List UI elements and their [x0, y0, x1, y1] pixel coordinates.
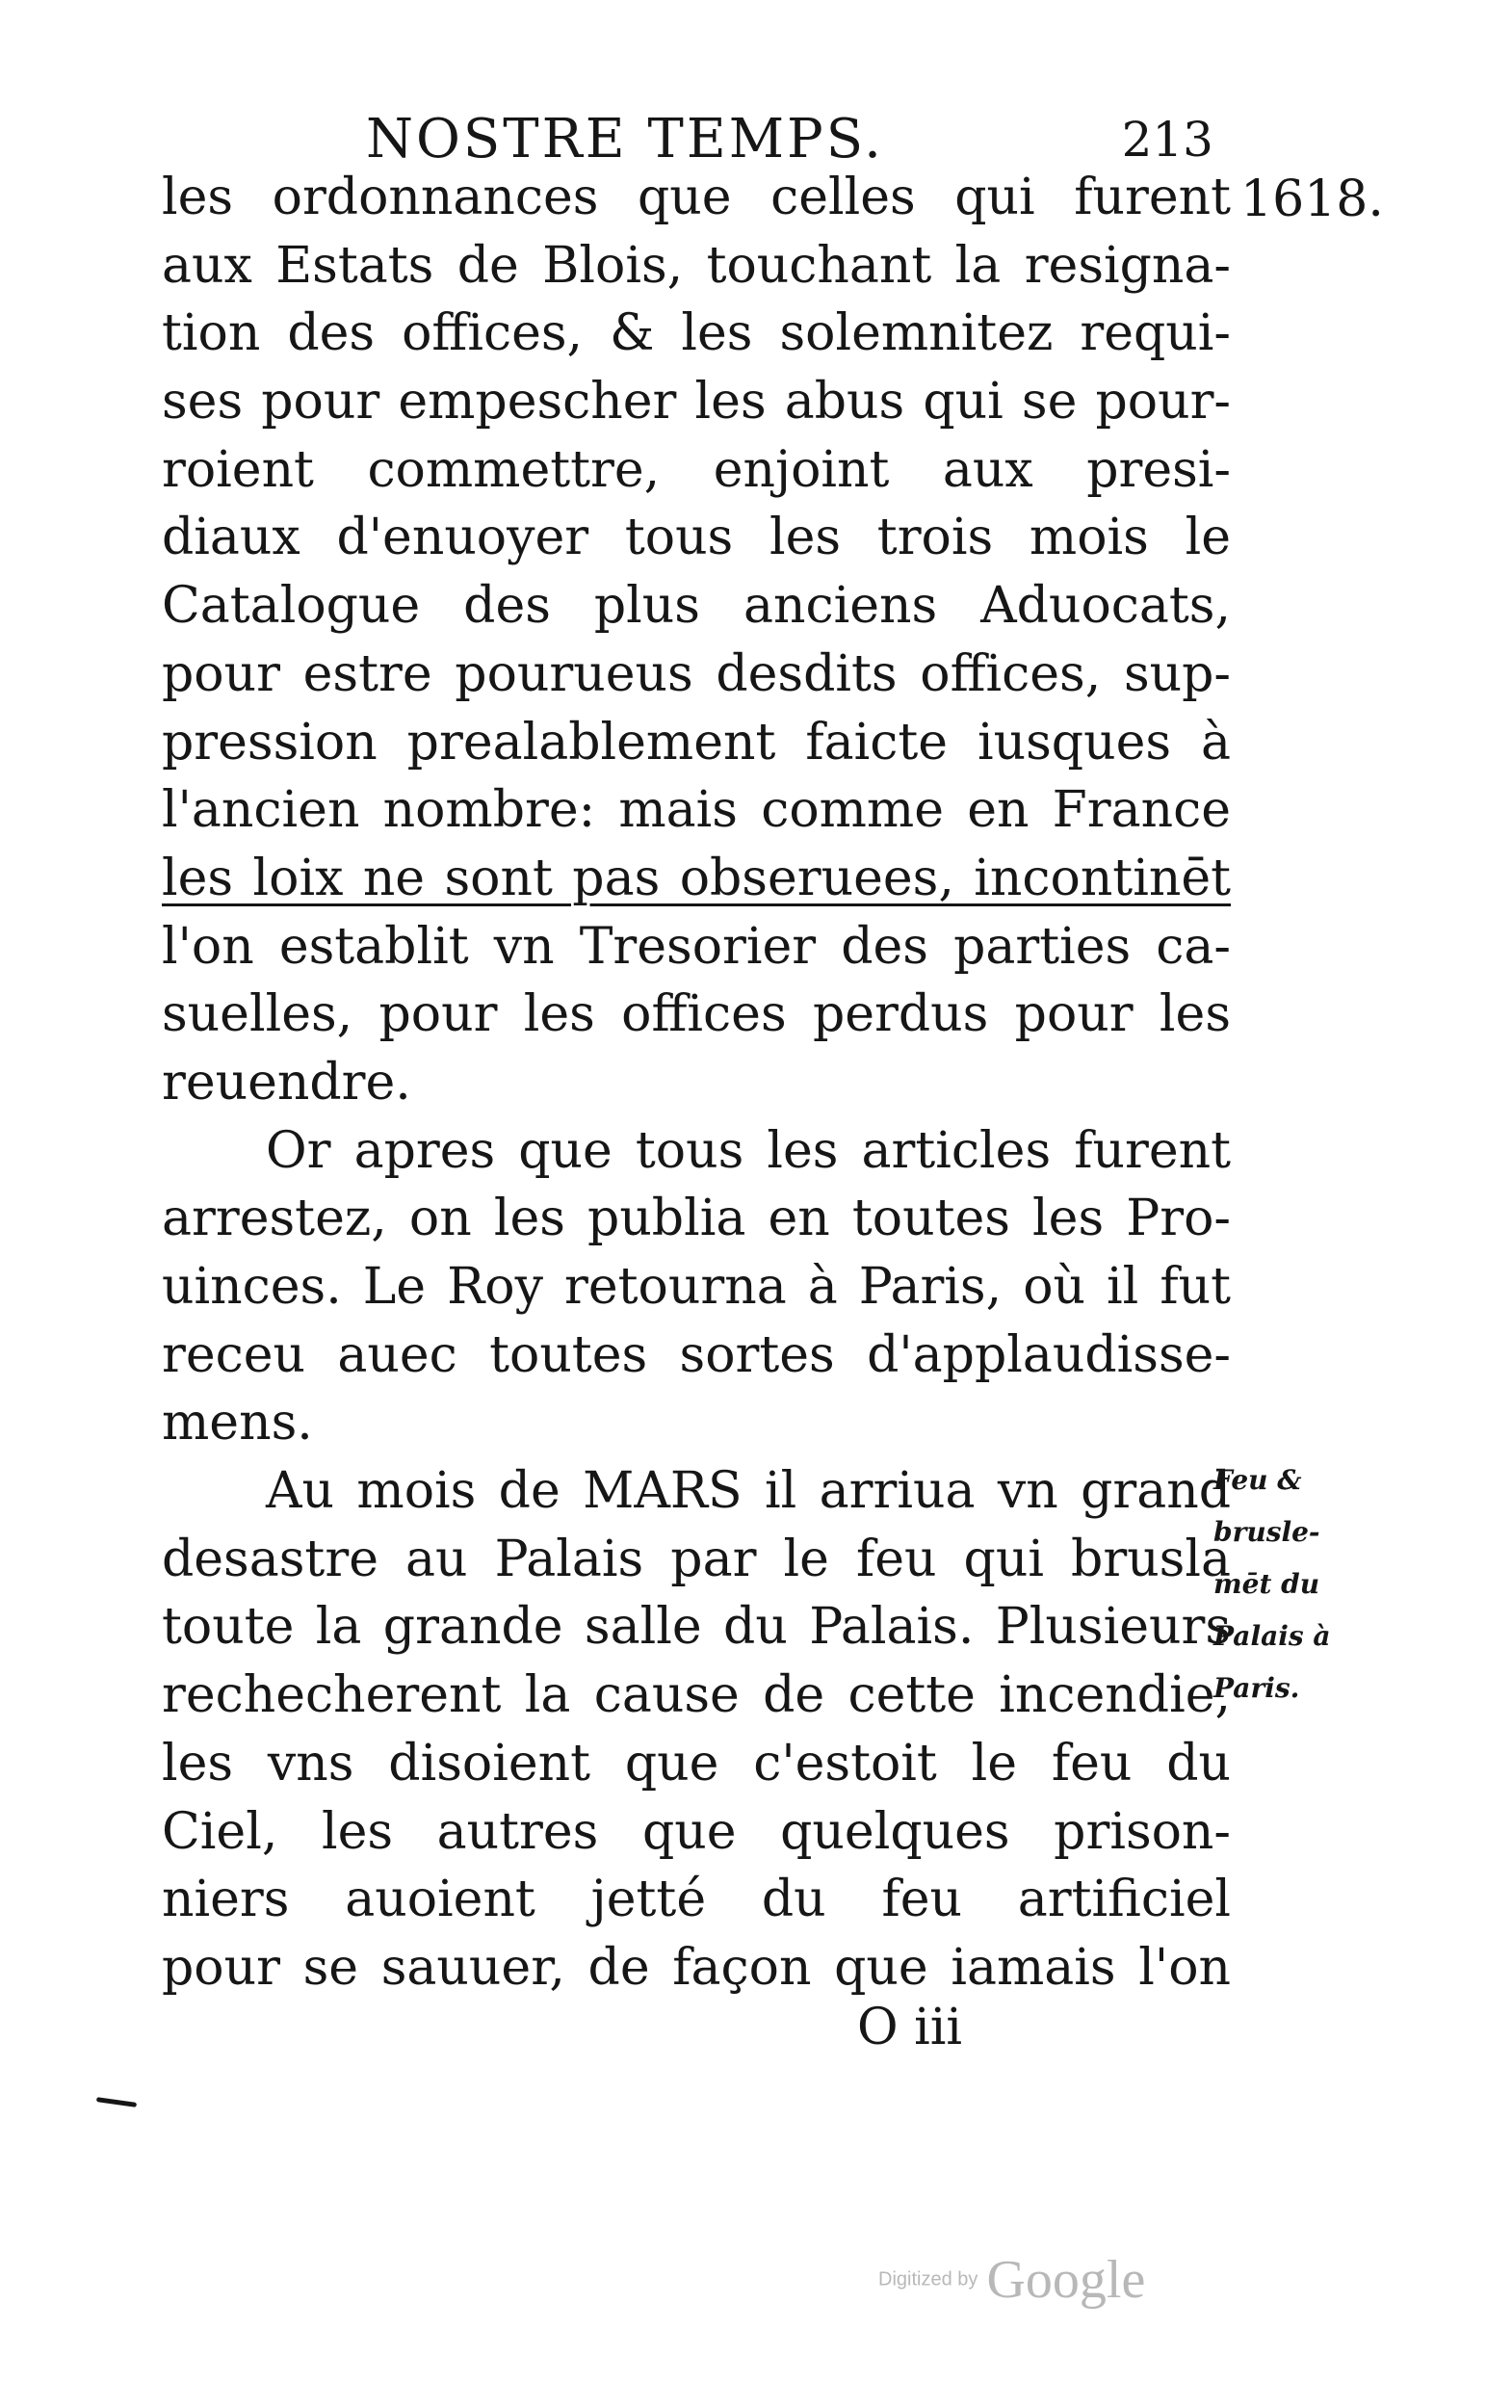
text-line: pour se sauuer, de façon que iamais l'on	[162, 1938, 1231, 1997]
ink-mark	[96, 2097, 137, 2107]
text-line: ses pour empescher les abus qui se pour-	[162, 373, 1231, 432]
text-line: Au mois de MARS il arriua vn grand	[266, 1462, 1231, 1521]
digitized-watermark	[878, 2249, 1145, 2311]
text-line: pour estre pourueus desdits offices, sup-	[162, 644, 1231, 703]
text-line: aux Estats de Blois, touchant la resigna-	[162, 236, 1231, 295]
text-line: reuendre.	[162, 1053, 411, 1112]
underlined-text-line: les loix ne sont pas obseruees, incontinēt	[162, 849, 1231, 907]
side-note-line: Palais à	[1213, 1620, 1331, 1652]
text-line: toute la grande salle du Palais. Plusieurs	[162, 1598, 1231, 1657]
text-line: les ordonnances que celles qui furent	[162, 169, 1231, 226]
side-note-line: mēt du	[1213, 1568, 1320, 1600]
margin-year: 1618.	[1240, 170, 1384, 228]
text-line: roient commettre, enjoint aux presi-	[162, 440, 1231, 499]
text-line: desastre au Palais par le feu qui brusla	[162, 1530, 1231, 1588]
side-note-line: Feu &	[1213, 1464, 1302, 1496]
running-head: NOSTRE TEMPS.	[366, 108, 884, 170]
text-line: receu auec toutes sortes d'applaudisse-	[162, 1325, 1231, 1384]
text-line: niers auoient jetté du feu artificiel	[162, 1871, 1231, 1929]
text-line: l'ancien nombre: mais comme en France	[162, 781, 1231, 840]
text-line: tion des offices, & les solemnitez requi-	[162, 304, 1231, 363]
margin-side-note	[1213, 1454, 1368, 1714]
text-line: l'on establit vn Tresorier des parties ca-	[162, 917, 1231, 976]
page-number: 213	[1121, 112, 1213, 168]
main-text	[162, 164, 1231, 2002]
text-line: diaux d'enuoyer tous les trois mois le	[162, 509, 1231, 567]
text-line: pression prealablement faicte iusques à	[162, 713, 1231, 772]
text-line: arrestez, on les publia en toutes les Pro-	[162, 1190, 1231, 1248]
text-line: Or apres que tous les articles furent	[266, 1121, 1231, 1180]
text-line: suelles, pour les offices perdus pour les	[162, 985, 1231, 1044]
text-line: mens.	[162, 1394, 313, 1453]
side-note-line: Paris.	[1213, 1672, 1300, 1704]
text-line: Catalogue des plus anciens Aduocats,	[162, 577, 1231, 636]
watermark-prefix: Digitized by	[878, 2268, 978, 2290]
text-line: les vns disoient que c'estoit le feu du	[162, 1734, 1231, 1793]
google-logo: Google	[986, 2250, 1146, 2310]
signature-mark: O iii	[857, 1999, 963, 2056]
text-line: rechecherent la cause de cette incendie,	[162, 1666, 1231, 1725]
side-note-line: brusle-	[1213, 1516, 1320, 1548]
text-line: Ciel, les autres que quelques prison-	[162, 1802, 1231, 1861]
text-line: uinces. Le Roy retourna à Paris, où il fut	[162, 1258, 1231, 1316]
